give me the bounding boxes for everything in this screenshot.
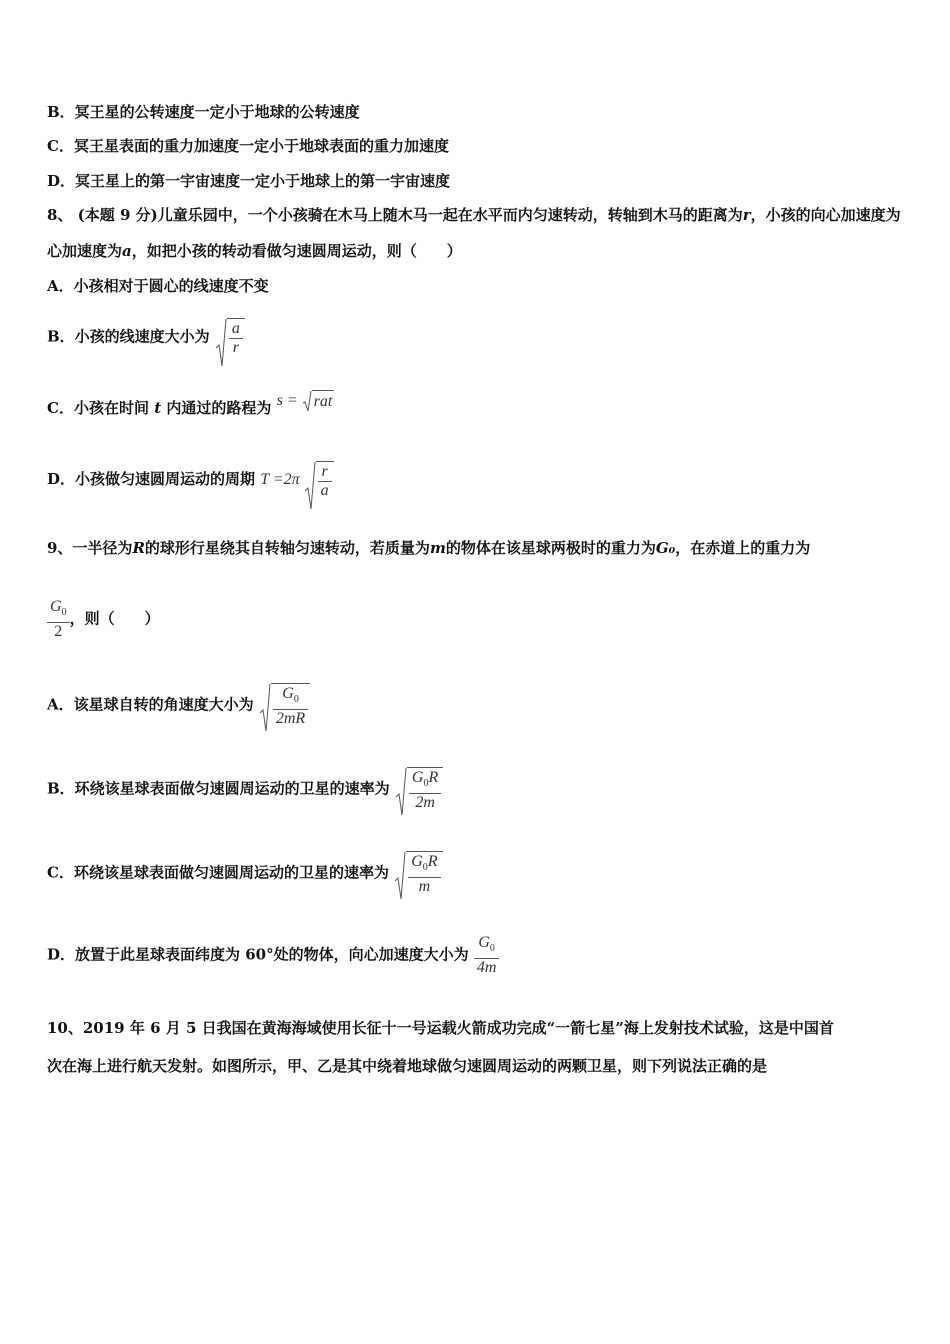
q8-option-b-formula: $\frac{a}{r}$ — [215, 318, 245, 357]
q8-stem-line1: 8、 (本题 9 分)儿童乐园中，一个小孩骑在木马上随木马一起在水平而内匀速转动，转轴到木马的距离为r，小孩的向心加速度为 — [47, 206, 901, 224]
q9-option-d-formula: $\frac{G_0}{4m}$ — [474, 934, 500, 977]
q9-option-c-formula: $\frac{G_0R}{m}$ — [394, 851, 442, 896]
q7-option-d: D．冥王星上的第一宇宙速度一定小于地球上的第一宇宙速度 — [47, 172, 451, 190]
q10-stem-line2: 次在海上进行航天发射。如图所示，甲、乙是其中绕着地球做匀速圆周运动的两颗卫星，则下列说法正确的是 — [47, 1057, 768, 1075]
q9-option-b: B．环绕该星球表面做匀速圆周运动的卫星的速率为 $\frac{G_0R}{2m}$ — [47, 767, 443, 812]
q9-option-a: A．该星球自转的角速度大小为 $\frac{G_0}{2mR}$ — [47, 683, 310, 728]
q8-option-a: A．小孩相对于圆心的线速度不变 — [47, 277, 269, 295]
q9-option-a-formula: $\frac{G_0}{2mR}$ — [259, 683, 310, 728]
q8-option-d-formula: T =2π $\frac{r}{a}$ — [260, 471, 333, 488]
q10-stem-line1: 10、2019 年 6 月 5 日我国在黄海海域使用长征十一号运载火箭成功完成“一箭七星”海上发射技术试验，这是中国首 — [47, 1019, 834, 1037]
q8-option-b: B．小孩的线速度大小为 $\frac{a}{r}$ — [47, 318, 245, 357]
q7-option-b: B．冥王星的公转速度一定小于地球的公转速度 — [47, 103, 360, 121]
q9-option-d: D．放置于此星球表面纬度为 60°处的物体，向心加速度大小为 $\frac{G_0}{4m}$ — [47, 934, 499, 977]
q7-option-c: C．冥王星表面的重力加速度一定小于地球表面的重力加速度 — [47, 137, 449, 155]
q8-option-d: D．小孩做匀速圆周运动的周期 T =2π $\frac{r}{a}$ — [47, 461, 334, 500]
q9-stem-line2: $\frac{G_0}{2}$ ，则（ ） — [47, 598, 160, 641]
q9-stem-line1: 9、一半径为R的球形行星绕其自转轴匀速转动，若质量为m的物体在该星球两极时的重力为G₀，在赤道上的重力为 — [47, 539, 811, 557]
q8-stem-line2: 心加速度为a，如把小孩的转动看做匀速圆周运动，则（ ） — [47, 242, 462, 260]
q8-option-c: C．小孩在时间 t 内通过的路程为 s = rat — [47, 392, 333, 417]
q9-option-b-formula: $\frac{G_0R}{2m}$ — [395, 767, 443, 812]
q9-equator-gravity-fraction: $\frac{G_0}{2}$ — [47, 598, 70, 641]
q9-option-c: C．环绕该星球表面做匀速圆周运动的卫星的速率为 $\frac{G_0R}{m}$ — [47, 851, 443, 896]
q8-option-c-formula: s = rat — [276, 392, 333, 411]
